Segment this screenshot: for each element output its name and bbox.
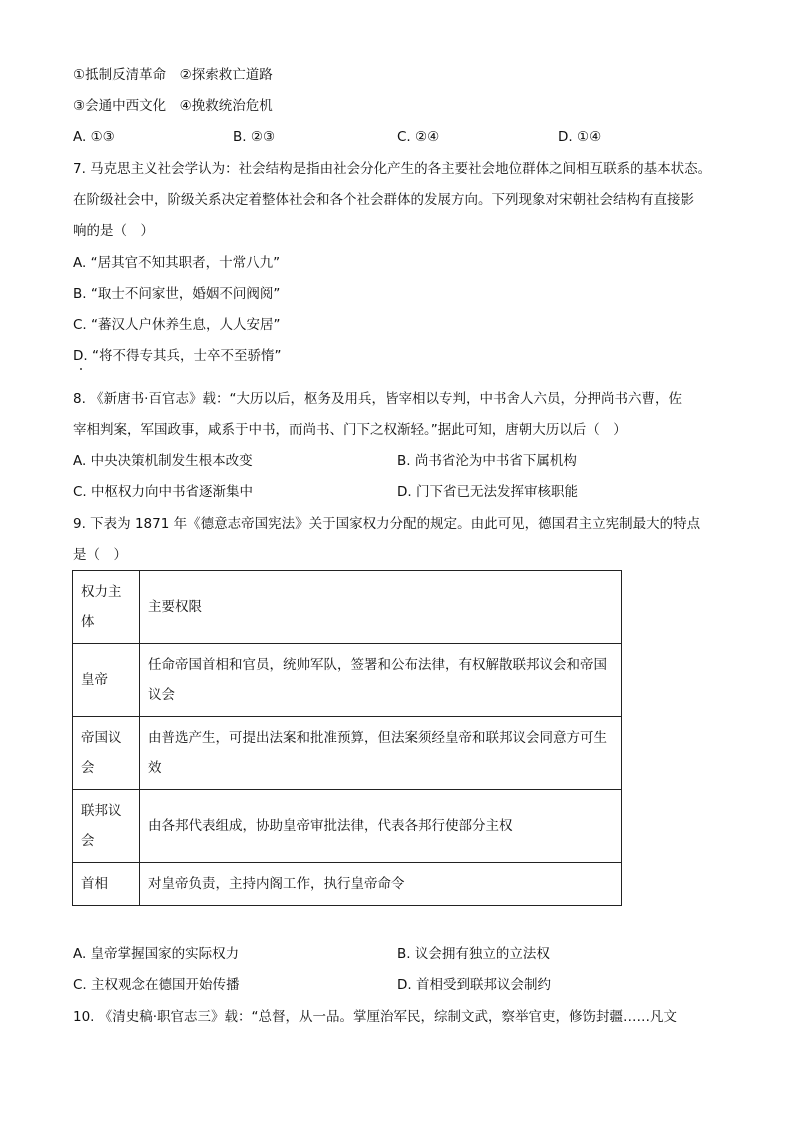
q7-stem-line2: 在阶级社会中，阶级关系决定着整体社会和各个社会群体的发展方向。下列现象对宋朝社会结构有直接影 (73, 192, 694, 208)
q7-stem-line3: 响的是（ ） (73, 223, 154, 239)
q8-option-d: D. 门下省已无法发挥审核职能 (397, 484, 578, 500)
table-header-powers: 主要权限 (140, 571, 622, 644)
power-distribution-table (72, 570, 622, 906)
q8-stem-line2: 宰相判案，军国政事，咸系于中书，而尚书、门下之权渐轻。”据此可知，唐朝大历以后（ ） (73, 422, 627, 438)
table-cell-powers: 对皇帝负责，主持内阁工作，执行皇帝命令 (140, 863, 622, 906)
q9-option-c: C. 主权观念在德国开始传播 (73, 977, 240, 993)
q7-option-c: C. “蕃汉人户休养生息，人人安居” (73, 317, 281, 333)
q8-stem-line1: 8. 《新唐书·百官志》载：“大历以后，枢务及用兵，皆宰相以专判，中书舍人六员，分押尚书六曹，佐 (73, 391, 682, 407)
table-header-row (73, 571, 622, 644)
table-cell-subject: 首相 (73, 863, 140, 906)
q7-option-d: D. “将不得专其兵，士卒不至骄惰” (73, 348, 282, 364)
q9-stem-line2: 是（ ） (73, 547, 127, 563)
q9-stem-line1: 9. 下表为 1871 年《德意志帝国宪法》关于国家权力分配的规定。由此可见，德国君主立宪制最大的特点 (73, 516, 701, 532)
q7-option-b: B. “取士不问家世，婚姻不问阀阅” (73, 286, 281, 302)
q8-option-a: A. 中央决策机制发生根本改变 (73, 453, 253, 469)
table-cell-subject: 帝国议会 (73, 717, 140, 790)
table-row (73, 644, 622, 717)
q7-option-a: A. “居其官不知其职者，十常八九” (73, 255, 281, 271)
q10-stem-line1: 10. 《清史稿·职官志三》载：“总督，从一品。掌厘治军民，综制文武，察举官吏，修饬封疆……凡文 (73, 1009, 678, 1025)
table-header-subject: 权力主体 (73, 571, 140, 644)
q8-option-b: B. 尚书省沦为中书省下属机构 (397, 453, 577, 469)
q9-option-b: B. 议会拥有独立的立法权 (397, 946, 550, 962)
table-row (73, 863, 622, 906)
q9-option-d: D. 首相受到联邦议会制约 (397, 977, 551, 993)
q6-option-d: D. ①④ (558, 129, 602, 145)
table-cell-subject: 联邦议会 (73, 790, 140, 863)
table-cell-subject: 皇帝 (73, 644, 140, 717)
stray-mark (80, 368, 82, 370)
table-cell-powers: 由普选产生，可提出法案和批准预算，但法案须经皇帝和联邦议会同意方可生效 (140, 717, 622, 790)
q9-option-a: A. 皇帝掌握国家的实际权力 (73, 946, 240, 962)
table-row (73, 717, 622, 790)
q8-option-c: C. 中枢权力向中书省逐渐集中 (73, 484, 254, 500)
table-cell-powers: 由各邦代表组成，协助皇帝审批法律，代表各邦行使部分主权 (140, 790, 622, 863)
q7-stem-line1: 7. 马克思主义社会学认为：社会结构是指由社会分化产生的各主要社会地位群体之间相互联系的基本状态。 (73, 161, 712, 177)
q6-items-line2: ③会通中西文化 ④挽救统治危机 (73, 98, 273, 114)
q6-option-a: A. ①③ (73, 129, 115, 145)
q6-option-c: C. ②④ (397, 129, 440, 145)
q6-option-b: B. ②③ (233, 129, 276, 145)
table-row (73, 790, 622, 863)
table-cell-powers: 任命帝国首相和官员，统帅军队，签署和公布法律，有权解散联邦议会和帝国议会 (140, 644, 622, 717)
q6-items-line1: ①抵制反清革命 ②探索救亡道路 (73, 67, 273, 83)
